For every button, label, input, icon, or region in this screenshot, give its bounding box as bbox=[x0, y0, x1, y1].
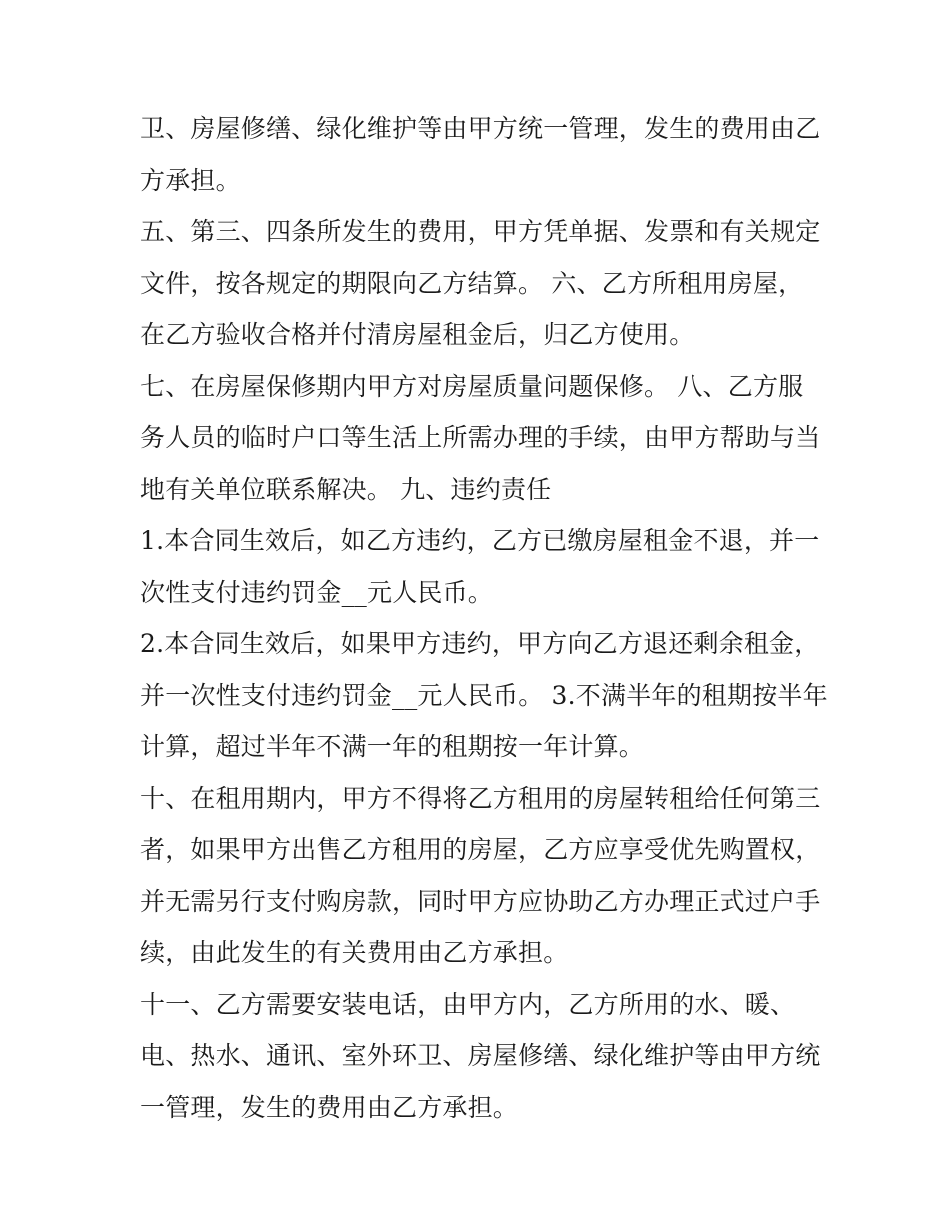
text-line: 续，由此发生的有关费用由乙方承担。 bbox=[140, 938, 569, 967]
text-line: 文件，按各规定的期限向乙方结算。 六、乙方所租用房屋， bbox=[140, 268, 804, 298]
text-line: 十、在租用期内，甲方不得将乙方租用的房屋转租给任何第三 bbox=[140, 783, 821, 813]
text-line: 卫、房屋修缮、绿化维护等由甲方统一管理，发生的费用由乙 bbox=[140, 114, 821, 143]
text-line: 电、热水、通讯、室外环卫、房屋修缮、绿化维护等由甲方统 bbox=[140, 1041, 821, 1070]
text-line: 次性支付违约罚金__元人民币。 bbox=[140, 577, 494, 607]
text-line: 2.本合同生效后，如果甲方违约，甲方向乙方退还剩余租金， bbox=[140, 629, 820, 658]
text-line: 者，如果甲方出售乙方租用的房屋，乙方应享受优先购置权， bbox=[140, 835, 821, 864]
text-line: 务人员的临时户口等生活上所需办理的手续，由甲方帮助与当 bbox=[140, 423, 821, 452]
text-line: 并一次性支付违约罚金__元人民币。 3.不满半年的租期按半年 bbox=[140, 680, 828, 710]
text-line: 十一、乙方需要安装电话，由甲方内，乙方所用的水、暖、 bbox=[140, 989, 796, 1019]
text-line: 方承担。 bbox=[140, 165, 241, 195]
text-line: 计算，超过半年不满一年的租期按一年计算。 bbox=[140, 732, 645, 761]
text-line: 一管理，发生的费用由乙方承担。 bbox=[140, 1092, 519, 1122]
text-line: 并无需另行支付购房款，同时甲方应协助乙方办理正式过户手 bbox=[140, 886, 821, 916]
contract-text-body bbox=[140, 103, 828, 1133]
text-line: 在乙方验收合格并付清房屋租金后，归乙方使用。 bbox=[140, 320, 695, 349]
text-line: 1.本合同生效后，如乙方违约，乙方已缴房屋租金不退，并一 bbox=[140, 526, 820, 555]
text-line: 五、第三、四条所发生的费用，甲方凭单据、发票和有关规定 bbox=[140, 217, 821, 246]
text-line: 七、在房屋保修期内甲方对房屋质量问题保修。 八、乙方服 bbox=[140, 371, 804, 401]
text-line: 地有关单位联系解决。 九、违约责任 bbox=[140, 474, 552, 504]
